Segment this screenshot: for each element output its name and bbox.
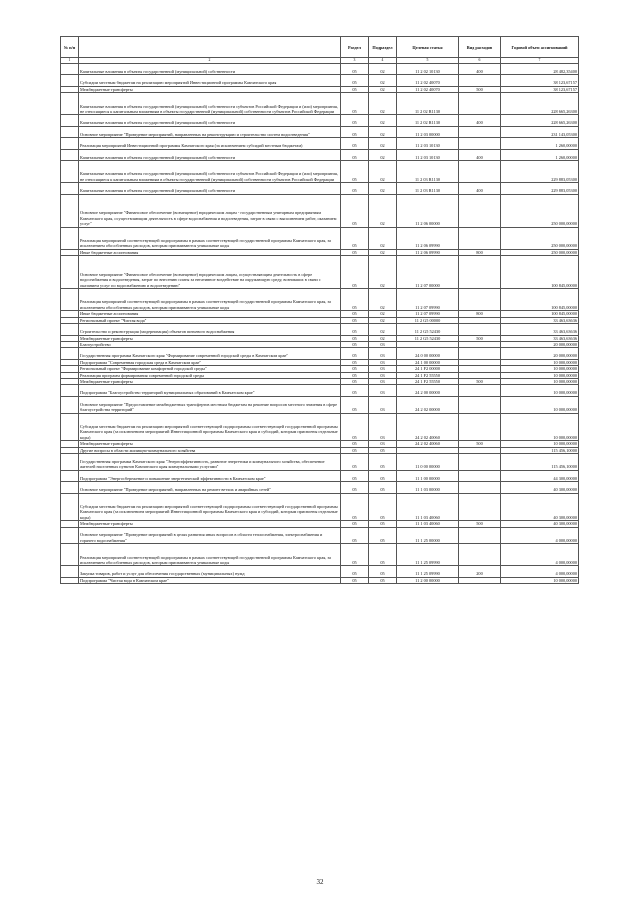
subsection-cell: 02 <box>369 249 397 255</box>
amount-cell: 33 463,63636 <box>501 324 579 335</box>
row-name-cell: Основное мероприятие "Проведение мероприятий, направленных на реконструкцию и строительство систем водоотведения" <box>79 126 341 137</box>
amount-cell: 10 000,00000 <box>501 359 579 365</box>
row-name-cell: Основное мероприятие "Финансовое обеспечение (возмещение) юридическим лицам - государственным унитарным предприятиям Камчатского края, осуществляющим деятельность в сфере водоснабжения и водоотведения, затрат в связи с выполнением работ, оказанием услуг" <box>79 194 341 227</box>
row-index-cell <box>61 413 79 441</box>
section-cell: 05 <box>341 138 369 149</box>
column-number: 7 <box>501 58 579 64</box>
subsection-cell: 02 <box>369 311 397 317</box>
amount-cell: 33 463,63636 <box>501 335 579 341</box>
section-cell: 05 <box>341 317 369 323</box>
column-number: 2 <box>79 58 341 64</box>
row-name-cell: Реализация мероприятий соответствующей подпрограммы в рамках соответствующей государственной программы Камчатского края, за исключением обособленных расходов, которым присваиваются уникальные коды <box>79 227 341 249</box>
expense-kind-cell <box>459 227 501 249</box>
row-index-cell <box>61 160 79 182</box>
row-name-cell: Реализация мероприятий соответствующей подпрограммы в рамках соответствующей государственной программы Камчатского края, за исключением обособленных расходов, которым присваиваются уникальные коды <box>79 544 341 566</box>
target-article-cell: 11 2 02 R1130 <box>397 115 459 126</box>
target-article-cell: 11 2 03 10130 <box>397 138 459 149</box>
expense-kind-cell: 800 <box>459 311 501 317</box>
expense-kind-cell <box>459 453 501 470</box>
row-name-cell: Подпрограмма "Чистая вода в Камчатском крае" <box>79 577 341 583</box>
row-name-cell: Капитальные вложения в объекты государственной (муниципальной) собственности <box>79 183 341 194</box>
section-cell: 05 <box>341 482 369 493</box>
amount-cell: 10 000,00000 <box>501 378 579 384</box>
table-row <box>61 256 579 289</box>
amount-cell: 229 883,05300 <box>501 183 579 194</box>
target-article-cell: 11 2 G5 52430 <box>397 335 459 341</box>
row-name-cell: Подпрограмма "Современная городская среда в Камчатском крае" <box>79 359 341 365</box>
expense-kind-cell <box>459 256 501 289</box>
section-cell: 05 <box>341 194 369 227</box>
row-name-cell: Реализация программ формирования современной городской среды <box>79 372 341 378</box>
table-row <box>61 566 579 577</box>
row-name-cell: Основное мероприятие "Финансовое обеспечение (возмещение) юридическим лицам, осуществляющим деятельность в сфере водоснабжения и водоотведения, затрат по внесению платы за негативное воздействие на окружающую среду, возникших в связи с оказанием услуг по водоснабжению и водоотведению" <box>79 256 341 289</box>
row-index-cell <box>61 64 79 75</box>
header-cell <box>79 37 341 58</box>
row-name-cell: Реализация мероприятий Инвестиционной программы Камчатского края (за исключением субсидий местным бюджетам) <box>79 138 341 149</box>
expense-kind-cell <box>459 493 501 521</box>
expense-kind-cell <box>459 470 501 481</box>
subsection-cell: 02 <box>369 317 397 323</box>
row-index-cell <box>61 227 79 249</box>
target-article-cell: 11 1 25 09990 <box>397 544 459 566</box>
row-index-cell <box>61 470 79 481</box>
subsection-cell: 02 <box>369 183 397 194</box>
target-article-cell: 24 0 00 00000 <box>397 348 459 359</box>
target-article-cell: 24 1 F2 55550 <box>397 378 459 384</box>
amount-cell: 20 000,00000 <box>501 341 579 347</box>
subsection-cell: 05 <box>369 470 397 481</box>
section-cell: 05 <box>341 115 369 126</box>
row-index-cell <box>61 324 79 335</box>
section-cell: 05 <box>341 86 369 92</box>
section-cell: 05 <box>341 227 369 249</box>
expense-kind-cell: 200 <box>459 566 501 577</box>
row-name-cell: Межбюджетные трансферты <box>79 86 341 92</box>
section-cell: 05 <box>341 126 369 137</box>
target-article-cell: 11 2 07 09990 <box>397 289 459 311</box>
row-name-cell: Иные бюджетные ассигнования <box>79 249 341 255</box>
subsection-cell: 02 <box>369 138 397 149</box>
section-cell: 05 <box>341 64 369 75</box>
row-name-cell: Капитальные вложения в объекты государственной (муниципальной) собственности <box>79 149 341 160</box>
expense-kind-cell: 500 <box>459 521 501 527</box>
expense-kind-cell <box>459 482 501 493</box>
subsection-cell: 03 <box>369 385 397 396</box>
amount-cell: 1 260,00000 <box>501 149 579 160</box>
row-index-cell <box>61 126 79 137</box>
amount-cell: 100 845,00000 <box>501 311 579 317</box>
header-cell: № п/п <box>61 37 79 58</box>
expense-kind-cell: 400 <box>459 64 501 75</box>
row-name-cell: Субсидии местным бюджетам на реализацию мероприятий соответствующей подпрограммы соответствующей государственной программы Камчатского края (за исключением мероприятий Инвестиционной программы Камчатского края и субсидий, которым присвоены отдельные коды) <box>79 413 341 441</box>
row-name-cell: Субсидии местным бюджетам на реализацию мероприятий Инвестиционной программы Камчатского края <box>79 75 341 86</box>
target-article-cell: 11 2 G5 52430 <box>397 324 459 335</box>
subsection-cell: 03 <box>369 413 397 441</box>
subsection-cell: 02 <box>369 289 397 311</box>
target-article-cell: 11 1 25 09990 <box>397 566 459 577</box>
column-number: 5 <box>397 58 459 64</box>
amount-cell: 10 000,00000 <box>501 396 579 413</box>
row-index-cell <box>61 544 79 566</box>
amount-cell: 231 143,05300 <box>501 126 579 137</box>
subsection-cell: 02 <box>369 86 397 92</box>
subsection-cell: 03 <box>369 348 397 359</box>
row-name-cell: Межбюджетные трансферты <box>79 441 341 447</box>
section-cell: 05 <box>341 577 369 583</box>
table-row <box>61 527 579 544</box>
row-index-cell <box>61 385 79 396</box>
amount-cell: 10 000,00000 <box>501 413 579 441</box>
row-index-cell <box>61 256 79 289</box>
expense-kind-cell <box>459 93 501 115</box>
amount-cell: 38 123,67157 <box>501 75 579 86</box>
target-article-cell: 11 2 02 40070 <box>397 75 459 86</box>
target-article-cell: 11 2 06 09990 <box>397 227 459 249</box>
row-index-cell <box>61 115 79 126</box>
subsection-cell: 02 <box>369 115 397 126</box>
table-row <box>61 385 579 396</box>
table-row <box>61 75 579 86</box>
expense-kind-cell <box>459 396 501 413</box>
section-cell: 05 <box>341 441 369 447</box>
subsection-cell: 05 <box>369 566 397 577</box>
row-index-cell <box>61 138 79 149</box>
table-body <box>61 64 579 584</box>
header-cell: Годовой объем ассигнований <box>501 37 579 58</box>
table-row <box>61 64 579 75</box>
row-index-cell <box>61 183 79 194</box>
amount-cell: 33 463,63636 <box>501 317 579 323</box>
expense-kind-cell <box>459 577 501 583</box>
section-cell: 05 <box>341 453 369 470</box>
section-cell: 05 <box>341 311 369 317</box>
row-index-cell <box>61 194 79 227</box>
subsection-cell: 02 <box>369 194 397 227</box>
subsection-cell: 02 <box>369 75 397 86</box>
amount-cell: 100 845,00000 <box>501 256 579 289</box>
target-article-cell: 11 2 06 00000 <box>397 194 459 227</box>
row-name-cell: Основное мероприятие "Предоставление межбюджетных трансфертов местным бюджетам на решение вопросов местного значения в сфере благоустройства территорий" <box>79 396 341 413</box>
target-article-cell: 11 0 00 00000 <box>397 453 459 470</box>
target-article-cell: 24 2 02 00000 <box>397 396 459 413</box>
target-article-cell: 11 2 07 00000 <box>397 256 459 289</box>
section-cell: 05 <box>341 521 369 527</box>
amount-cell: 10 000,00000 <box>501 366 579 372</box>
subsection-cell: 05 <box>369 482 397 493</box>
section-cell: 05 <box>341 289 369 311</box>
target-article-cell: 11 2 02 R1130 <box>397 93 459 115</box>
target-article-cell: 24 2 00 00000 <box>397 385 459 396</box>
row-index-cell <box>61 396 79 413</box>
table-row <box>61 126 579 137</box>
table-row <box>61 324 579 335</box>
row-name-cell: Благоустройство <box>79 341 341 347</box>
table-row <box>61 115 579 126</box>
target-article-cell: 11 1 25 00000 <box>397 527 459 544</box>
expense-kind-cell: 500 <box>459 86 501 92</box>
section-cell: 05 <box>341 256 369 289</box>
table-row <box>61 470 579 481</box>
row-name-cell: Капитальные вложения в объекты государственной (муниципальной) собственности <box>79 115 341 126</box>
table-row <box>61 413 579 441</box>
table-row <box>61 493 579 521</box>
target-article-cell: 11 2 03 10130 <box>397 149 459 160</box>
row-name-cell: Подпрограмма "Благоустройство территорий муниципальных образований в Камчатском крае" <box>79 385 341 396</box>
amount-cell: 4 000,00000 <box>501 527 579 544</box>
subsection-cell: 05 <box>369 527 397 544</box>
target-article-cell: 11 2 02 10130 <box>397 64 459 75</box>
target-article-cell: 24 1 F2 00000 <box>397 366 459 372</box>
table-row <box>61 149 579 160</box>
column-number: 3 <box>341 58 369 64</box>
target-article-cell: 11 1 03 40060 <box>397 521 459 527</box>
header-cell: Подраздел <box>369 37 397 58</box>
column-number: 4 <box>369 58 397 64</box>
row-index-cell <box>61 149 79 160</box>
subsection-cell: 02 <box>369 93 397 115</box>
row-index-cell <box>61 93 79 115</box>
amount-cell: 250 000,00000 <box>501 249 579 255</box>
expense-kind-cell: 500 <box>459 335 501 341</box>
expense-kind-cell <box>459 138 501 149</box>
amount-cell: 44 300,00000 <box>501 470 579 481</box>
section-cell: 05 <box>341 372 369 378</box>
amount-cell: 40 300,00000 <box>501 482 579 493</box>
target-article-cell: 11 2 06 09990 <box>397 249 459 255</box>
subsection-cell: 05 <box>369 493 397 521</box>
section-cell: 05 <box>341 160 369 182</box>
section-cell: 05 <box>341 149 369 160</box>
expense-kind-cell: 800 <box>459 249 501 255</box>
header-cell: Вид расходов <box>459 37 501 58</box>
amount-cell: 10 000,00000 <box>501 385 579 396</box>
row-name-cell: Региональный проект "Формирование комфортной городской среды" <box>79 366 341 372</box>
section-cell: 05 <box>341 493 369 521</box>
row-index-cell <box>61 289 79 311</box>
table-row <box>61 93 579 115</box>
amount-cell: 40 300,00000 <box>501 493 579 521</box>
row-index-cell <box>61 493 79 521</box>
amount-cell: 1 260,00000 <box>501 138 579 149</box>
expense-kind-cell <box>459 324 501 335</box>
subsection-cell: 05 <box>369 577 397 583</box>
subsection-cell: 03 <box>369 378 397 384</box>
header-row <box>61 37 579 58</box>
header-cell: Целевая статья <box>397 37 459 58</box>
row-name-cell: Капитальные вложения в объекты государственной (муниципальной) собственности субъектов Российской Федерации и (или) мероприятия, не относящиеся к капитальным вложениям в объекты государственной (муниципальной) собственности субъектов Российской Федерации <box>79 93 341 115</box>
section-cell: 05 <box>341 527 369 544</box>
section-cell: 05 <box>341 348 369 359</box>
section-cell: 05 <box>341 335 369 341</box>
subsection-cell: 02 <box>369 64 397 75</box>
expense-kind-cell <box>459 160 501 182</box>
amount-cell: 115 456,10000 <box>501 447 579 453</box>
target-article-cell: 24 2 02 40060 <box>397 441 459 447</box>
table-row <box>61 577 579 583</box>
table-row <box>61 227 579 249</box>
subsection-cell: 05 <box>369 447 397 453</box>
table-row <box>61 482 579 493</box>
section-cell: 05 <box>341 366 369 372</box>
section-cell: 05 <box>341 249 369 255</box>
table-row <box>61 160 579 182</box>
row-name-cell: Основное мероприятие "Проведение мероприятий, направленных на ремонт ветхих и аварийных сетей" <box>79 482 341 493</box>
expense-kind-cell <box>459 348 501 359</box>
section-cell: 05 <box>341 93 369 115</box>
section-cell: 05 <box>341 566 369 577</box>
subsection-cell: 05 <box>369 521 397 527</box>
subsection-cell: 02 <box>369 227 397 249</box>
section-cell: 05 <box>341 75 369 86</box>
row-index-cell <box>61 566 79 577</box>
target-article-cell: 24 1 F2 55550 <box>397 372 459 378</box>
subsection-cell: 03 <box>369 441 397 447</box>
target-article-cell: 24 1 00 00000 <box>397 359 459 365</box>
table-row <box>61 396 579 413</box>
subsection-cell: 03 <box>369 396 397 413</box>
subsection-cell: 03 <box>369 341 397 347</box>
row-name-cell: Государственная программа Камчатского края "Формирование современной городской среды в Камчатском крае" <box>79 348 341 359</box>
expense-kind-cell <box>459 527 501 544</box>
section-cell: 05 <box>341 385 369 396</box>
section-cell: 05 <box>341 324 369 335</box>
subsection-cell: 02 <box>369 324 397 335</box>
row-index-cell <box>61 75 79 86</box>
page-number: 32 <box>316 878 324 886</box>
section-cell: 05 <box>341 447 369 453</box>
expense-kind-cell: 400 <box>459 183 501 194</box>
expense-kind-cell: 500 <box>459 378 501 384</box>
expense-kind-cell <box>459 385 501 396</box>
expense-kind-cell <box>459 413 501 441</box>
expense-kind-cell <box>459 289 501 311</box>
subsection-cell: 05 <box>369 453 397 470</box>
target-article-cell: 11 2 02 40070 <box>397 86 459 92</box>
section-cell: 05 <box>341 341 369 347</box>
section-cell: 05 <box>341 378 369 384</box>
row-name-cell: Капитальные вложения в объекты государственной (муниципальной) собственности <box>79 64 341 75</box>
header-cell: Раздел <box>341 37 369 58</box>
target-article-cell: 11 2 03 R1130 <box>397 160 459 182</box>
row-name-cell: Иные бюджетные ассигнования <box>79 311 341 317</box>
subsection-cell: 05 <box>369 544 397 566</box>
amount-cell: 229 883,05300 <box>501 160 579 182</box>
amount-cell: 20 000,00000 <box>501 348 579 359</box>
expense-kind-cell: 500 <box>459 441 501 447</box>
table-row <box>61 544 579 566</box>
expense-kind-cell: 400 <box>459 149 501 160</box>
row-name-cell: Подпрограмма "Энергосбережение и повышение энергетической эффективности в Камчатском крае" <box>79 470 341 481</box>
amount-cell: 4 000,00000 <box>501 544 579 566</box>
expense-kind-cell <box>459 126 501 137</box>
amount-cell: 100 845,00000 <box>501 289 579 311</box>
row-name-cell: Межбюджетные трансферты <box>79 378 341 384</box>
target-article-cell: 24 2 02 40060 <box>397 413 459 441</box>
row-name-cell: Строительство и реконструкция (модернизация) объектов питьевого водоснабжения <box>79 324 341 335</box>
target-article-cell: 11 2 G5 00000 <box>397 317 459 323</box>
amount-cell: 10 000,00000 <box>501 372 579 378</box>
section-cell: 05 <box>341 470 369 481</box>
expense-kind-cell <box>459 544 501 566</box>
amount-cell: 28 482,35400 <box>501 64 579 75</box>
target-article-cell: 11 1 03 40060 <box>397 493 459 521</box>
target-article-cell: 11 2 07 09990 <box>397 311 459 317</box>
column-number: 6 <box>459 58 501 64</box>
amount-cell: 4 000,00000 <box>501 566 579 577</box>
subsection-cell: 03 <box>369 366 397 372</box>
row-index-cell <box>61 527 79 544</box>
subsection-cell: 02 <box>369 160 397 182</box>
section-cell: 05 <box>341 413 369 441</box>
subsection-cell: 02 <box>369 335 397 341</box>
table-row <box>61 453 579 470</box>
amount-cell: 250 000,00000 <box>501 194 579 227</box>
subsection-cell: 02 <box>369 149 397 160</box>
row-name-cell: Субсидии местным бюджетам на реализацию мероприятий соответствующей подпрограммы соответствующей государственной программы Камчатского края (за исключением мероприятий Инвестиционной программы Камчатского края и субсидий, которым присвоены отдельные коды) <box>79 493 341 521</box>
row-name-cell: Реализация мероприятий соответствующей подпрограммы в рамках соответствующей государственной программы Камчатского края, за исключением обособленных расходов, которым присваиваются уникальные коды <box>79 289 341 311</box>
row-name-cell: Закупка товаров, работ и услуг для обеспечения государственных (муниципальных) нужд <box>79 566 341 577</box>
row-name-cell: Межбюджетные трансферты <box>79 521 341 527</box>
subsection-cell: 03 <box>369 359 397 365</box>
section-cell: 05 <box>341 359 369 365</box>
target-article-cell: 11 2 00 00000 <box>397 577 459 583</box>
row-name-cell: Другие вопросы в области жилищно-коммунального хозяйства <box>79 447 341 453</box>
table-row <box>61 138 579 149</box>
expense-kind-cell <box>459 75 501 86</box>
row-index-cell <box>61 348 79 359</box>
section-cell: 05 <box>341 544 369 566</box>
amount-cell: 40 300,00000 <box>501 521 579 527</box>
target-article-cell: 11 1 00 00000 <box>397 470 459 481</box>
table-row <box>61 194 579 227</box>
row-name-cell: Региональный проект "Чистая вода" <box>79 317 341 323</box>
row-name-cell: Государственная программа Камчатского края "Энергоэффективность, развитие энергетики и коммунального хозяйства, обеспечение жителей населенных пунктов Камчатского края коммунальными услугами" <box>79 453 341 470</box>
expense-kind-cell <box>459 194 501 227</box>
amount-cell: 250 000,00000 <box>501 227 579 249</box>
section-cell: 05 <box>341 396 369 413</box>
row-index-cell <box>61 577 79 583</box>
target-article-cell: 11 2 03 00000 <box>397 126 459 137</box>
amount-cell: 10 000,00000 <box>501 441 579 447</box>
target-article-cell: 11 1 03 00000 <box>397 482 459 493</box>
row-name-cell: Межбюджетные трансферты <box>79 335 341 341</box>
target-article-cell: 11 2 03 R1130 <box>397 183 459 194</box>
subsection-cell: 03 <box>369 372 397 378</box>
row-index-cell <box>61 482 79 493</box>
table-row <box>61 183 579 194</box>
section-cell: 05 <box>341 183 369 194</box>
row-name-cell: Капитальные вложения в объекты государственной (муниципальной) собственности субъектов Российской Федерации и (или) мероприятия, не относящиеся к капитальным вложениям в объекты государственной (муниципальной) собственности субъектов Российской Федерации <box>79 160 341 182</box>
amount-cell: 228 665,26300 <box>501 93 579 115</box>
amount-cell: 10 000,00000 <box>501 577 579 583</box>
amount-cell: 115 456,10000 <box>501 453 579 470</box>
row-index-cell <box>61 453 79 470</box>
amount-cell: 38 123,67157 <box>501 86 579 92</box>
document-page <box>60 36 578 584</box>
subsection-cell: 02 <box>369 126 397 137</box>
budget-table <box>60 36 579 584</box>
amount-cell: 228 665,26300 <box>501 115 579 126</box>
table-row <box>61 289 579 311</box>
subsection-cell: 02 <box>369 256 397 289</box>
row-name-cell: Основное мероприятие "Проведение мероприятий в целях развития иных вопросов в области теплоснабжения, электроснабжения и горячего водоснабжения" <box>79 527 341 544</box>
column-number: 1 <box>61 58 79 64</box>
expense-kind-cell: 400 <box>459 115 501 126</box>
table-row <box>61 348 579 359</box>
